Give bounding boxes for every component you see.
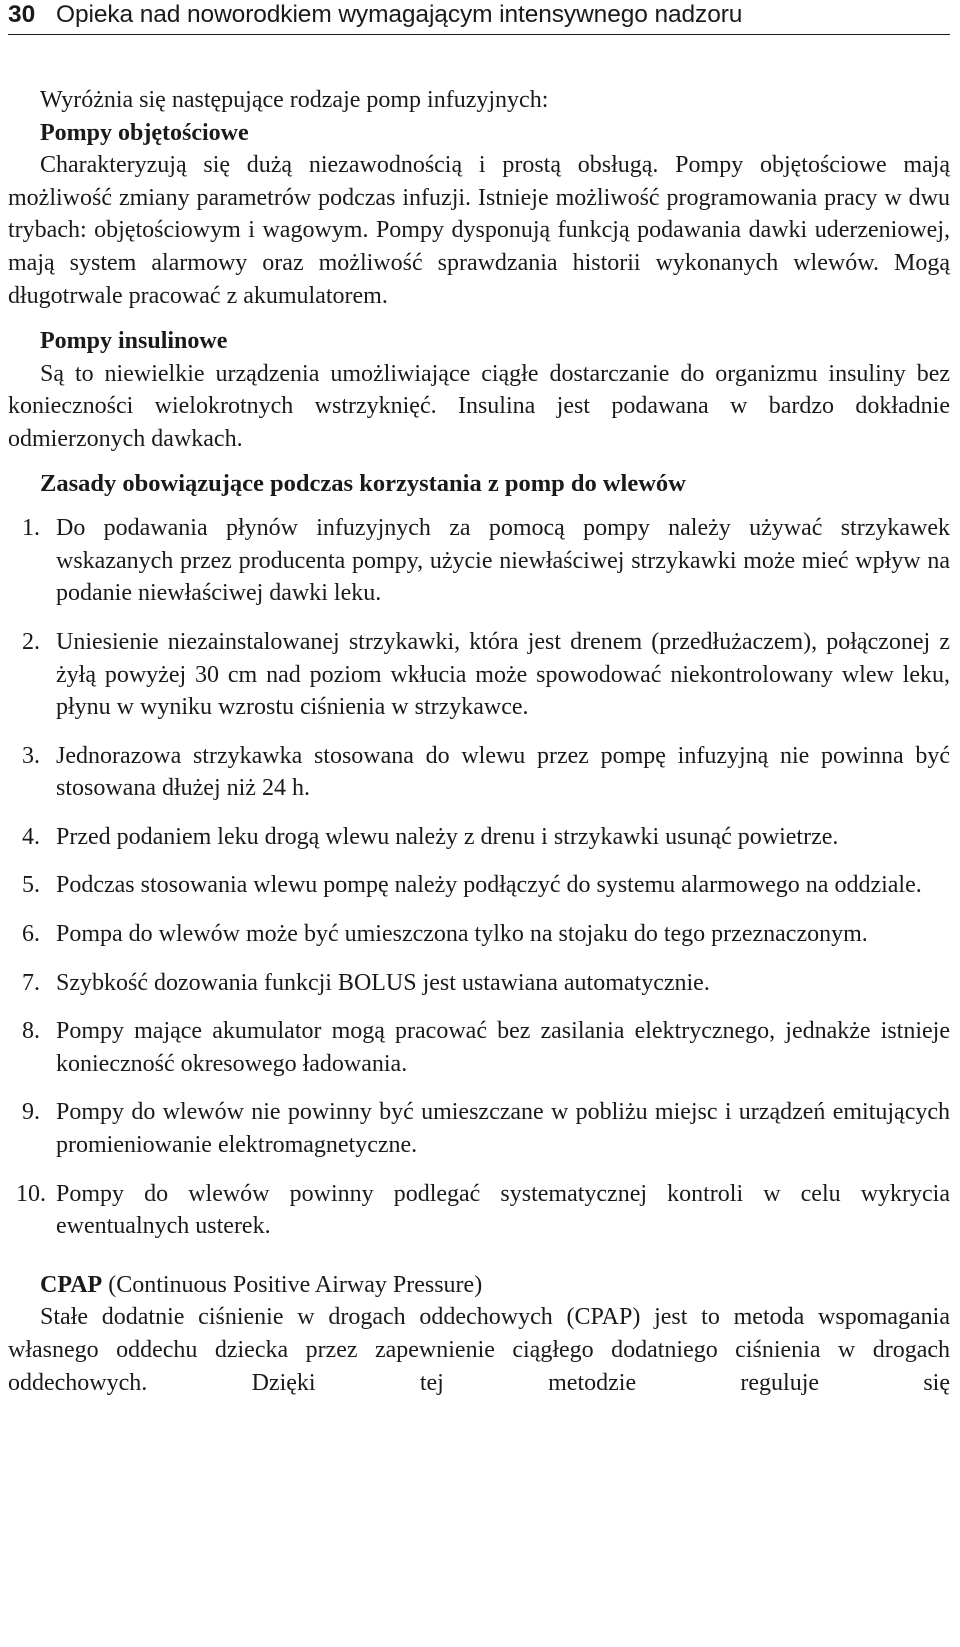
list-item [8,967,950,1000]
cpap-abbreviation: CPAP [40,1271,103,1298]
list-item [8,918,950,951]
list-item-number: 6. [22,921,40,948]
list-item [8,512,950,610]
list-item-number: 2. [22,628,40,655]
list-item-text: Podczas stosowania wlewu pompę należy podłączyć do systemu alarmowego na oddziale. [56,872,922,899]
volumetric-pumps-heading: Pompy objętościowe [40,119,249,146]
list-item-text: Uniesienie niezainstalowanej strzykawki, która jest drenem (przedłużaczem), połączonej z żyłą powyżej 30 cm nad poziom wkłucia może spowodować niekontrolowany wlew leku, płynu w wyniku wzrostu ciśnienia w strzykawce. [56,628,950,721]
list-item [8,821,950,854]
list-item-text: Przed podaniem leku drogą wlewu należy z drenu i strzykawki usunąć powietrze. [56,823,839,850]
list-item-text: Jednorazowa strzykawka stosowana do wlewu przez pompę infuzyjną nie powinna być stosowana dłużej niż 24 h. [56,742,950,802]
list-item [8,740,950,805]
list-item-text: Pompy do wlewów powinny podlegać systematycznej kontroli w celu wykrycia ewentualnych usterek. [56,1180,950,1240]
running-title: Opieka nad noworodkiem wymagającym intensywnego nadzoru [56,1,743,28]
cpap-heading [8,1269,950,1302]
list-item-text: Do podawania płynów infuzyjnych za pomocą pompy należy używać strzykawek wskazanych przez producenta pompy, użycie niewłaściwej strzykawki może mieć wpływ na podanie niewłaściwej dawki leku. [56,515,950,607]
list-item [8,626,950,724]
cpap-expansion: (Continuous Positive Airway Pressure) [108,1271,483,1298]
running-header [8,0,950,35]
intro-sentence: Wyróżnia się następujące rodzaje pomp infuzyjnych: [40,87,549,113]
list-item-number: 9. [22,1099,40,1126]
cpap-paragraph: Stałe dodatnie ciśnienie w drogach oddechowych (CPAP) jest to metoda wspomagania własnego oddechu dziecka przez zapewnienie ciągłego dodatniego ciśnienia w drogach oddechowych. Dzięki tej metodzie reguluje się [8,1304,950,1396]
list-item-text: Pompa do wlewów może być umieszczona tylko na stojaku do tego przeznaczonym. [56,921,868,948]
list-item [8,1178,950,1243]
list-item-number: 10. [16,1180,46,1207]
list-item-number: 8. [22,1018,40,1045]
insulin-pumps-heading: Pompy insulinowe [40,328,228,355]
list-item [8,1096,950,1161]
page-number: 30 [8,1,36,28]
infusion-rules-heading: Zasady obowiązujące podczas korzystania z pomp do wlewów [40,469,686,497]
list-item [8,1015,950,1080]
page-body [8,84,950,1399]
list-item-number: 4. [22,823,40,850]
insulin-pumps-paragraph: Są to niewielkie urządzenia umożliwiające ciągłe dostarczanie do organizmu insuliny bez konieczności wielokrotnych wstrzyknięć. Insulina jest podawana w bardzo dokładnie odmierzonych dawkach. [8,360,950,452]
list-item-text: Szybkość dozowania funkcji BOLUS jest ustawiana automatycznie. [56,969,710,996]
list-item-text: Pompy mające akumulator mogą pracować bez zasilania elektrycznego, jednakże istnieje konieczność okresowego ładowania. [56,1018,950,1077]
list-item-text: Pompy do wlewów nie powinny być umieszczane w pobliżu miejsc i urządzeń emitujących promieniowanie elektromagnetyczne. [56,1099,950,1159]
infusion-rules-list [8,512,950,1243]
volumetric-pumps-paragraph: Charakteryzują się dużą niezawodnością i prostą obsługą. Pompy objętościowe mają możliwość zmiany parametrów podczas infuzji. Istnieje możliwość programowania pracy w dwu trybach: objętościowym i wagowym. Pompy dysponują funkcją podawania dawki uderzeniowej, mają system alarmowy oraz możliwość sprawdzania historii wykonanych wlewów. Mogą długotrwale pracować z akumulatorem. [8,152,950,309]
list-item [8,869,950,902]
list-item-number: 5. [22,872,40,899]
list-item-number: 3. [22,742,40,769]
list-item-number: 7. [22,969,40,996]
list-item-number: 1. [22,515,40,542]
